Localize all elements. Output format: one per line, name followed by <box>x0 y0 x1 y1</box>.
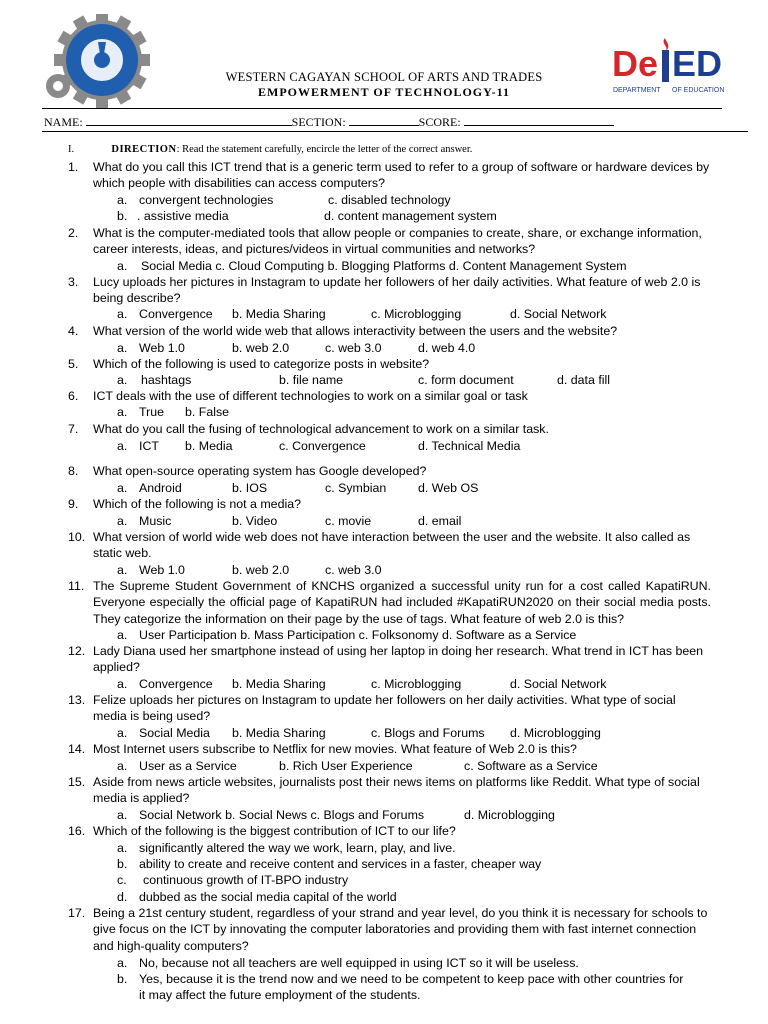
choice[interactable]: c. disabled technology <box>328 193 451 207</box>
info-divider <box>42 131 748 132</box>
question-number: 8. <box>68 464 79 478</box>
choice[interactable]: b. web 2.0 <box>232 341 290 355</box>
choice[interactable]: dubbed as the social media capital of the world <box>139 890 397 904</box>
choice[interactable]: User Participation b. Mass Participation c. Folksonomy d. Software as a Service <box>139 628 577 642</box>
choice-letter: a. <box>117 193 128 207</box>
choice[interactable]: Convergence <box>139 307 213 321</box>
question-text: Felize uploads her pictures on Instagram to update her followers on her daily activities. What type of social media is being used? <box>93 693 676 724</box>
choice-letter: a. <box>117 307 128 321</box>
choice[interactable]: b. Video <box>232 514 278 528</box>
question-text: Most Internet users subscribe to Netflix for new movies. What feature of Web 2.0 is this? <box>93 742 577 756</box>
choice[interactable]: hashtags <box>141 373 192 387</box>
choice[interactable]: b. file name <box>279 373 344 387</box>
choice[interactable]: b. Media Sharing <box>232 726 326 740</box>
choice[interactable]: d. Web OS <box>418 481 479 495</box>
choice[interactable]: convergent technologies <box>139 193 274 207</box>
choice[interactable]: Social Network b. Social News c. Blogs and Forums <box>139 808 425 822</box>
choice[interactable]: d. web 4.0 <box>418 341 476 355</box>
choice-letter: a. <box>117 373 128 387</box>
question-number: 10. <box>68 530 86 544</box>
choice[interactable]: Web 1.0 <box>139 563 185 577</box>
question-number: 12. <box>68 644 86 658</box>
choice[interactable]: c. form document <box>418 373 514 387</box>
choice[interactable]: Android <box>139 481 182 495</box>
choice-letter: a. <box>117 808 128 822</box>
question-text: The Supreme Student Government of KNCHS organized a successful unity run for a cost called KapatiRUN. Everyone especially the official page of KapatiRUN had included #KapatiRUN2020 on their social media posts. They categorize the information on their page by the use of tags. What feature of web 2.0 is this? <box>93 579 711 626</box>
choice[interactable]: c. Microblogging <box>371 307 462 321</box>
question-text: What version of the world wide web that allows interactivity between the users and the website? <box>93 324 618 338</box>
choice[interactable]: True <box>139 405 165 419</box>
question-number: 5. <box>68 357 79 371</box>
choice[interactable]: No, because not all teachers are well equipped in using ICT so it will be useless. <box>139 956 579 970</box>
choice[interactable]: Convergence <box>139 677 213 691</box>
question-number: 17. <box>68 906 86 920</box>
question-number: 2. <box>68 226 79 240</box>
choice-letter: c. <box>117 873 127 887</box>
choice[interactable]: d. Technical Media <box>418 439 521 453</box>
choice-letter: a. <box>117 341 128 355</box>
choice[interactable]: Web 1.0 <box>139 341 185 355</box>
choice[interactable]: b. False <box>185 405 230 419</box>
choice[interactable]: d. Social Network <box>510 677 607 691</box>
question-number: 6. <box>68 389 79 403</box>
deped-logo-sub2: OF EDUCATION <box>672 87 725 94</box>
section-label: SECTION: <box>291 115 346 129</box>
header-divider <box>42 108 722 109</box>
question-text: Lady Diana used her smartphone instead of using her laptop in doing her research. What trend in ICT has been applied? <box>93 644 704 675</box>
choice-letter: a. <box>117 628 128 642</box>
choice-letter: a. <box>117 726 128 740</box>
choice[interactable]: b. Media Sharing <box>232 677 326 691</box>
question-text: What do you call this ICT trend that is a generic term used to refer to a group of software or hardware devices by which people with disabilities can access computers? <box>93 160 710 191</box>
choice[interactable]: b. Media <box>185 439 233 453</box>
question-number: 15. <box>68 775 86 789</box>
choice[interactable]: d. content management system <box>324 209 497 223</box>
question-number: 3. <box>68 275 79 289</box>
choice[interactable]: ICT <box>139 439 159 453</box>
question-text: ICT deals with the use of different technologies to work on a similar goal or task <box>93 389 528 403</box>
section-field[interactable] <box>349 114 419 126</box>
choice[interactable]: c. Blogs and Forums <box>371 726 485 740</box>
choice-letter: b. <box>117 972 128 986</box>
choice[interactable]: c. web 3.0 <box>325 563 382 577</box>
choice-continued: it may affect the future employment of the students. <box>139 988 421 1002</box>
choice[interactable]: d. Social Network <box>510 307 607 321</box>
choice-letter: a. <box>117 956 128 970</box>
choice[interactable]: significantly altered the way we work, learn, play, and live. <box>139 841 456 855</box>
choice[interactable]: ability to create and receive content and services in a faster, cheaper way <box>139 857 542 871</box>
choice[interactable]: . assistive media <box>137 209 229 223</box>
choice[interactable]: b. Media Sharing <box>232 307 326 321</box>
choice[interactable]: b. web 2.0 <box>232 563 290 577</box>
choice[interactable]: d. Microblogging <box>510 726 601 740</box>
score-field[interactable] <box>464 114 614 126</box>
choice[interactable]: c. Convergence <box>279 439 366 453</box>
school-name: WESTERN CAGAYAN SCHOOL OF ARTS AND TRADES <box>225 70 543 84</box>
choice[interactable]: Social Media c. Cloud Computing b. Blogging Platforms d. Content Management System <box>141 259 627 273</box>
subject-title: EMPOWERMENT OF TECHNOLOGY-11 <box>257 85 511 99</box>
question-number: 9. <box>68 497 79 511</box>
question-number: 1. <box>68 160 79 174</box>
choice[interactable]: c. web 3.0 <box>325 341 382 355</box>
question-number: 13. <box>68 693 86 707</box>
choice[interactable]: continuous growth of IT-BPO industry <box>143 873 349 887</box>
choice-letter: a. <box>117 481 128 495</box>
student-info-bar <box>44 114 614 130</box>
question-number: 11. <box>68 579 85 593</box>
question-number: 7. <box>68 422 79 436</box>
choice[interactable]: d. data fill <box>557 373 611 387</box>
name-field[interactable] <box>86 114 292 126</box>
choice-letter: a. <box>117 677 128 691</box>
direction-text: : Read the statement carefully, encircle the letter of the correct answer. <box>176 144 473 155</box>
choice-letter: d. <box>117 890 128 904</box>
question-text: Lucy uploads her pictures in Instagram to update her followers of her daily activities. What feature of web 2.0 is being describe? <box>93 275 701 306</box>
choice[interactable]: d. Microblogging <box>464 808 555 822</box>
choice-letter: a. <box>117 563 128 577</box>
choice[interactable]: c. movie <box>325 514 372 528</box>
choice[interactable]: Yes, because it is the trend now and we need to be competent to keep pace with other countries for <box>139 972 684 986</box>
question-number: 16. <box>68 824 86 838</box>
score-label: SCORE: <box>418 115 461 129</box>
question-text: Which of the following is used to categorize posts in website? <box>93 357 430 371</box>
direction-label: DIRECTION <box>111 144 177 155</box>
deped-logo-letters-ed: ED <box>672 43 723 84</box>
question-number: 4. <box>68 324 79 338</box>
choice-letter: a. <box>117 759 128 773</box>
choice-letter: b. <box>117 857 128 871</box>
name-label: NAME: <box>44 115 83 129</box>
choice-letter: b. <box>117 209 128 223</box>
choice[interactable]: c. Microblogging <box>371 677 462 691</box>
choice-letter: a. <box>117 439 128 453</box>
question-text: Aside from news article websites, journalists post their news items on platforms like Reddit. What type of social media is applied? <box>93 775 700 806</box>
choice[interactable]: b. Rich User Experience <box>279 759 413 773</box>
choice-letter: a. <box>117 841 128 855</box>
choice[interactable]: d. email <box>418 514 462 528</box>
choice[interactable]: c. Symbian <box>325 481 387 495</box>
question-text: Which of the following is not a media? <box>93 497 301 511</box>
question-text: What version of world wide web does not have interaction between the user and the website. It also called as static web. <box>93 530 691 561</box>
question-text: Which of the following is the biggest contribution of ICT to our life? <box>93 824 456 838</box>
choice-letter: a. <box>117 405 128 419</box>
question-text: Being a 21st century student, regardless of your strand and year level, do you think it is necessary for schools to give focus on the ICT by innovating the computer laboratories and providing them with fast internet connection and high-quality computers? <box>93 906 708 953</box>
question-text: What do you call the fusing of technological advancement to work on a similar task. <box>93 422 549 436</box>
question-text: What open-source operating system has Google developed? <box>93 464 427 478</box>
choice[interactable]: Music <box>139 514 172 528</box>
question-text: What is the computer-mediated tools that allow people or companies to create, share, or exchange information, career interests, ideas, and pictures/videos in virtual communities and networks? <box>93 226 702 257</box>
deped-logo-sub1: DEPARTMENT <box>613 87 661 94</box>
section-roman: I. <box>68 144 75 155</box>
choice[interactable]: User as a Service <box>139 759 237 773</box>
choice-letter: a. <box>117 259 128 273</box>
choice[interactable]: b. IOS <box>232 481 268 495</box>
choice[interactable]: Social Media <box>139 726 210 740</box>
deped-logo-letters-de: De <box>612 43 659 84</box>
choice-letter: a. <box>117 514 128 528</box>
choice[interactable]: c. Software as a Service <box>464 759 598 773</box>
question-number: 14. <box>68 742 86 756</box>
direction-line <box>68 144 472 155</box>
